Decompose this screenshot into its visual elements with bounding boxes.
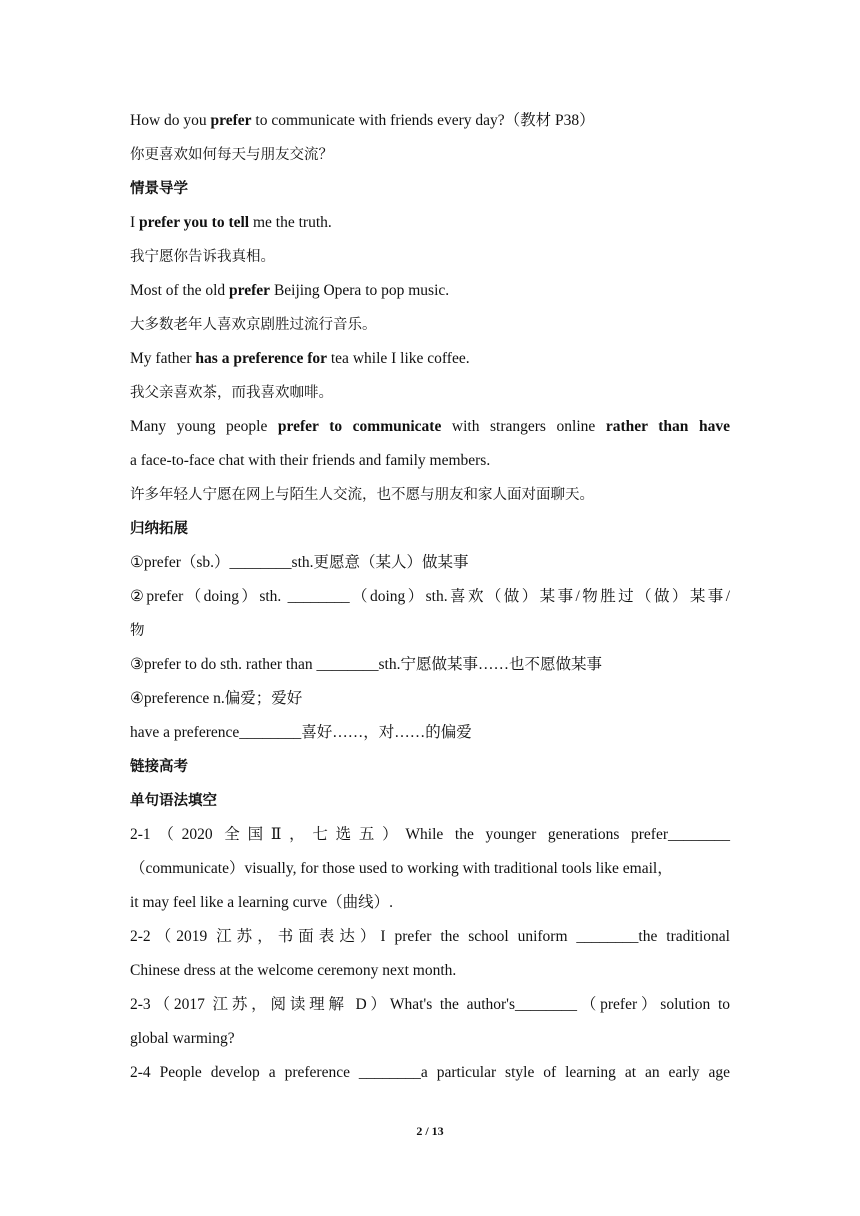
subsection-heading: 单句语法填空	[130, 793, 217, 809]
text: tea while I like coffee.	[327, 350, 470, 367]
example-sentence	[130, 274, 730, 308]
usage-point: ③prefer to do sth. rather than ________sth.宁愿做某事……也不愿做某事	[130, 656, 602, 673]
keyword: prefer to communicate	[277, 418, 442, 435]
example-sentence	[130, 342, 730, 376]
section-heading: 归纳拓展	[130, 521, 188, 537]
text: How do you	[130, 112, 211, 129]
page-number: 2 / 13	[416, 1124, 444, 1138]
usage-point: ①prefer（sb.）________sth.更愿意（某人）做某事	[130, 554, 469, 571]
example-sentence-cont: a face-to-face chat with their friends and family members.	[130, 452, 491, 469]
section-heading: 情景导学	[130, 181, 188, 197]
exercise-question: 2-1（2020 全国Ⅱ，七选五）While the younger generations prefer________	[130, 826, 730, 843]
example-sentence	[130, 206, 730, 240]
text: Most of the old	[130, 282, 230, 299]
usage-point: ②prefer（doing）sth. ________（doing）sth.喜欢（做）某事/物胜过（做）某事/	[130, 588, 730, 605]
exercise-question: 2-2（2019 江苏，书面表达）I prefer the school uniform ________the traditional	[130, 928, 730, 945]
text: Many young people	[130, 418, 278, 435]
text: My father	[130, 350, 196, 367]
translation: 你更喜欢如何每天与朋友交流？	[130, 147, 333, 163]
keyword: prefer you to tell	[139, 214, 250, 231]
usage-point-cont: 物	[130, 623, 145, 639]
document-body	[130, 104, 730, 1090]
text: me the truth.	[249, 214, 332, 231]
exercise-question-cont: Chinese dress at the welcome ceremony next month.	[130, 962, 457, 979]
textbook-question	[130, 104, 730, 138]
keyword: rather than have	[605, 418, 730, 435]
keyword: prefer	[210, 112, 252, 129]
exercise-question: 2-3（2017 江苏，阅读理解 D）What's the author's________（prefer）solution to	[130, 996, 730, 1013]
section-heading: 链接高考	[130, 759, 188, 775]
text: to communicate with friends every day?（教材 P38）	[251, 112, 595, 129]
translation: 大多数老年人喜欢京剧胜过流行音乐。	[130, 317, 377, 333]
keyword: has a preference for	[195, 350, 327, 367]
keyword: prefer	[229, 282, 271, 299]
text: Beijing Opera to pop music.	[270, 282, 450, 299]
text: I	[130, 214, 140, 231]
exercise-question-cont: global warming?	[130, 1030, 235, 1047]
example-sentence	[130, 410, 730, 444]
translation: 许多年轻人宁愿在网上与陌生人交流，也不愿与朋友和家人面对面聊天。	[130, 487, 594, 503]
translation: 我父亲喜欢茶，而我喜欢咖啡。	[130, 385, 333, 401]
exercise-question-cont: it may feel like a learning curve（曲线）.	[130, 894, 393, 911]
usage-point: ④preference n.偏爱；爱好	[130, 690, 303, 707]
exercise-question: 2-4 People develop a preference ________a particular style of learning at an early age	[130, 1064, 730, 1081]
text: with strangers online	[441, 418, 606, 435]
exercise-question-cont: （communicate）visually, for those used to working with traditional tools like email，	[130, 860, 673, 877]
usage-point: have a preference________喜好……，对……的偏爱	[130, 724, 472, 741]
translation: 我宁愿你告诉我真相。	[130, 249, 275, 265]
